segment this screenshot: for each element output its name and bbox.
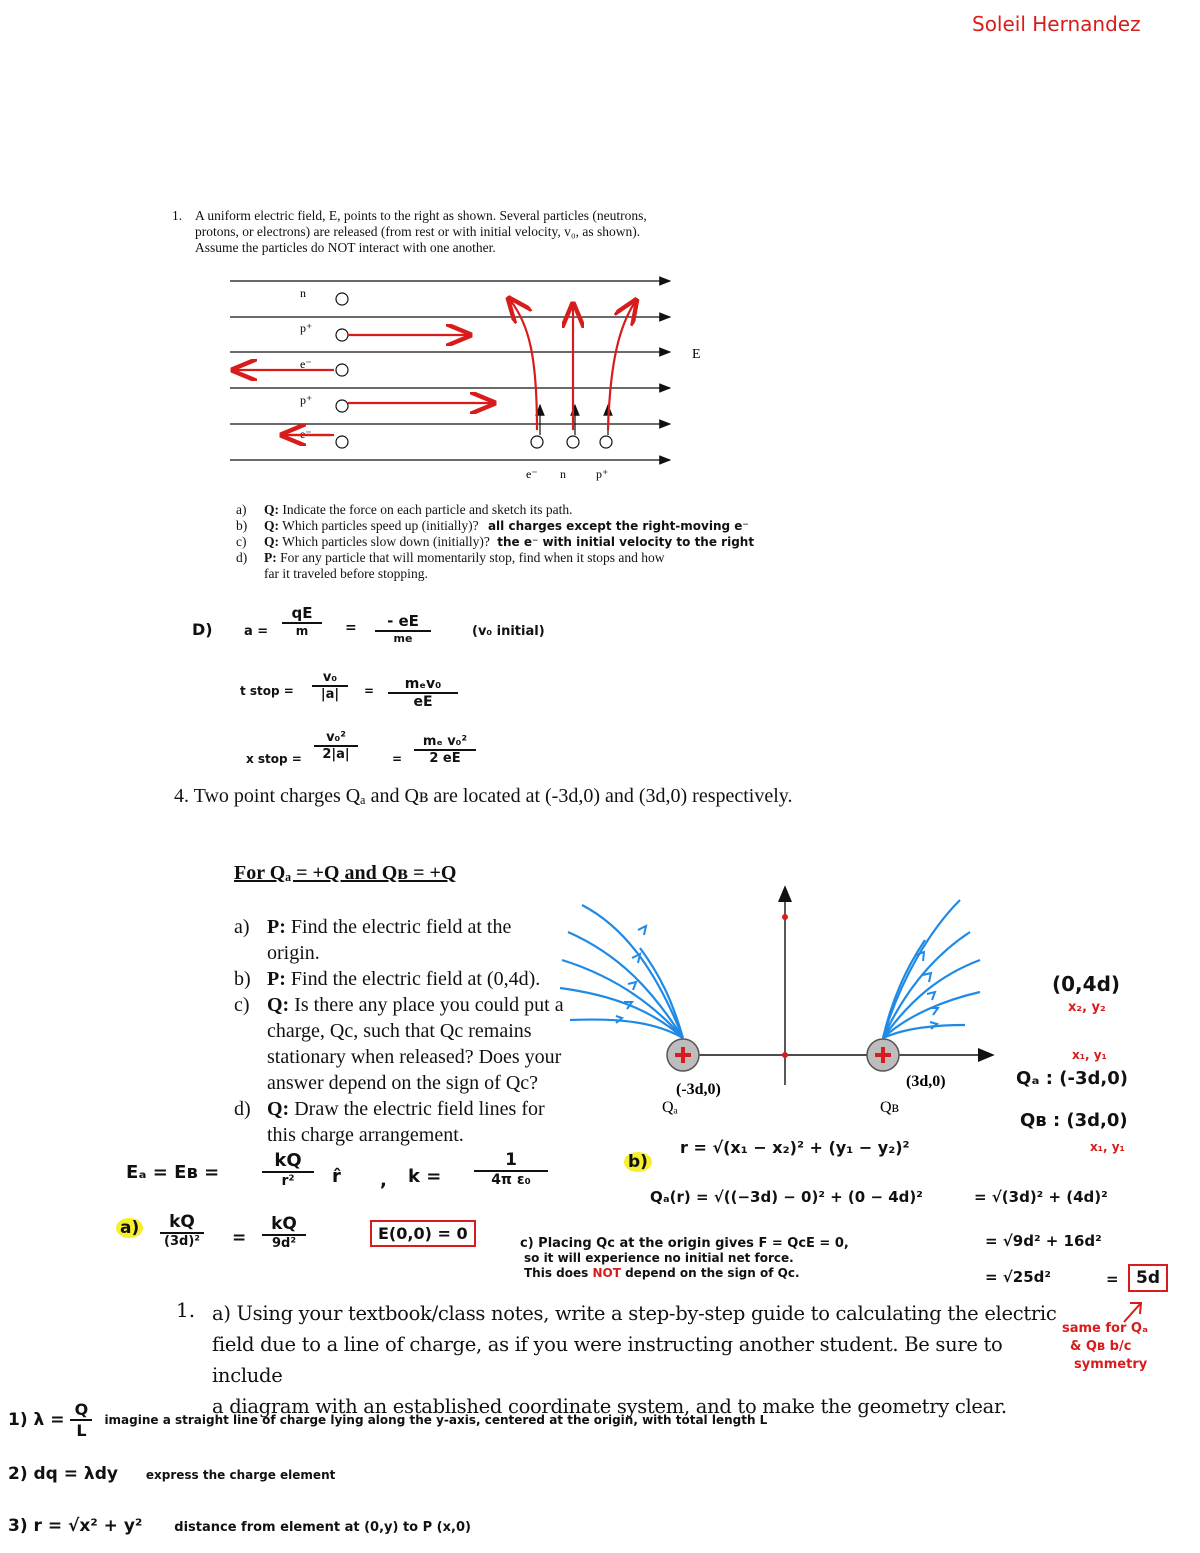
step-1-note: imagine a straight line of charge lying along the y-axis, centered at the origin, with total length L <box>104 1413 768 1427</box>
question-text: Find the electric field at the <box>290 916 512 938</box>
question-text-cont: charge, Qc, such that Qc remains <box>267 1020 532 1042</box>
part-c-pre: This does <box>524 1266 589 1280</box>
frac-den: me <box>393 632 413 645</box>
x-stop-lhs: x stop = <box>246 752 302 766</box>
question-text-cont: origin. <box>267 942 320 964</box>
frac-1-4pi-e0 <box>474 1150 548 1188</box>
qb-coordinate: Qв : (3d,0) <box>1020 1110 1128 1131</box>
step-2 <box>8 1464 335 1484</box>
ea-eb-lhs: Eₐ = Eв = <box>126 1162 220 1183</box>
comma: , <box>380 1170 387 1191</box>
question-text: Indicate the force on each particle and sketch its path. <box>282 502 573 517</box>
frac-den: (3d)² <box>164 1234 200 1249</box>
question-kind: P: <box>267 968 286 990</box>
frac-num: kQ <box>160 1212 204 1234</box>
question-label: b) <box>234 968 251 990</box>
line-problem-line: a diagram with an established coordinate system, and to make the geometry clear. <box>212 1395 1007 1418</box>
part-c-line2: so it will experience no initial net force. <box>524 1251 794 1265</box>
part-c-line1: c) Placing Qc at the origin gives F = QcE = 0, <box>520 1236 849 1251</box>
distance-step2: = √9d² + 16d² <box>985 1232 1102 1250</box>
answer-c: the e⁻ with initial velocity to the right <box>497 535 755 549</box>
step-1-eq: 1) λ = <box>8 1410 65 1430</box>
particle-e <box>336 436 348 448</box>
frac-den: m <box>295 624 309 638</box>
qa-coord: (-3d,0) <box>676 1081 721 1098</box>
problem1-questions <box>236 502 956 582</box>
step-2-eq: 2) dq = λdy <box>8 1464 118 1484</box>
origin-dot <box>782 1052 788 1058</box>
problem1-line1: A uniform electric field, E, points to the right as shown. Several particles (neutrons, <box>195 208 647 223</box>
field-arrowhead <box>628 982 636 990</box>
frac-num: - eE <box>375 612 431 632</box>
part-c-not: NOT <box>592 1266 621 1280</box>
qa-distance: Qₐ(r) = √((−3d) − 0)² + (0 − 4d)² <box>650 1188 923 1206</box>
particle-p <box>336 400 348 412</box>
frac-kq-r2 <box>262 1150 314 1189</box>
question-kind: Q: <box>267 994 290 1016</box>
work-d-a-lhs: a = <box>244 624 269 639</box>
bottom-label: e⁻ <box>526 467 538 481</box>
question-kind: P: <box>267 916 286 938</box>
line-problem-number: 1. <box>176 1298 196 1322</box>
work-d-label: D) <box>192 620 213 639</box>
frac-den: 9d² <box>271 1236 297 1251</box>
question-text-cont: answer depend on the sign of Qc? <box>267 1072 539 1094</box>
frac-mev0sq-2ee <box>414 734 476 766</box>
distance-step3: = √25d² <box>985 1268 1051 1286</box>
symmetry-note <box>1062 1320 1148 1374</box>
step-2-note: express the charge element <box>145 1468 336 1482</box>
frac-v0sq-2a <box>314 730 358 762</box>
row-label: e⁻ <box>300 427 312 441</box>
question-kind: Q: <box>264 534 279 549</box>
question-label: b) <box>236 518 248 533</box>
eq-sign: = <box>364 684 375 698</box>
qa-coordinate: Qₐ : (-3d,0) <box>1016 1068 1128 1089</box>
frac-num: qE <box>282 604 322 624</box>
part-a-label: a) <box>116 1218 143 1238</box>
distance-step1: = √(3d)² + (4d)² <box>974 1188 1108 1206</box>
line-problem-line: field due to a line of charge, as if you were instructing another student. Be sure to include <box>212 1333 1003 1387</box>
qb-coord: (3d,0) <box>906 1073 946 1090</box>
question-label: c) <box>236 534 247 549</box>
question-text-cont: stationary when released? Does your <box>267 1046 562 1068</box>
problem1-number: 1. <box>172 208 183 223</box>
field-line-qa <box>582 905 683 1038</box>
question-label: a) <box>234 916 250 938</box>
path-proton-curve <box>608 302 635 430</box>
particle-n <box>336 293 348 305</box>
frac-qe-m <box>282 604 322 638</box>
part-b-label: b) <box>624 1152 652 1172</box>
point-0-4d-dot <box>782 914 788 920</box>
frac-kq-3d2 <box>160 1212 204 1249</box>
question-text-cont: far it traveled before stopping. <box>264 566 428 581</box>
field-label: E <box>692 347 701 362</box>
frac-num: kQ <box>262 1150 314 1173</box>
bottom-label: p⁺ <box>596 467 609 481</box>
path-electron-curve <box>510 300 537 430</box>
question-label: d) <box>234 1098 251 1120</box>
question-label: d) <box>236 550 248 565</box>
field-arrowhead <box>927 992 935 1000</box>
distance-eq: = <box>1106 1270 1119 1288</box>
point-sub-x2y2: x₂, y₂ <box>1068 1000 1106 1015</box>
symmetry-line: symmetry <box>1074 1357 1148 1372</box>
question-text: For any particle that will momentarily stop, find when it stops and how <box>280 550 665 565</box>
answer-b: all charges except the right-moving e⁻ <box>487 519 749 533</box>
step-1 <box>8 1400 767 1440</box>
particle-e <box>336 364 348 376</box>
question-kind: Q: <box>267 1098 290 1120</box>
particle-p-bottom <box>600 436 612 448</box>
part-c-answer <box>520 1236 849 1281</box>
symmetry-arrow <box>1118 1298 1148 1324</box>
k-lhs: k = <box>408 1166 442 1187</box>
frac-den: L <box>76 1421 87 1440</box>
particle-e-bottom <box>531 436 543 448</box>
qb-sub-x1y1: x₁, y₁ <box>1090 1140 1125 1154</box>
distance-result: 5d <box>1128 1264 1168 1292</box>
question-text: Is there any place you could put a <box>294 994 564 1016</box>
eq-sign: = <box>232 1228 247 1248</box>
charge-qb <box>867 1039 899 1071</box>
step-3-note: distance from element at (0,y) to P (x,0) <box>174 1520 471 1535</box>
frac-num: mₑ v₀² <box>414 734 476 751</box>
question-d <box>236 550 956 582</box>
question-text: Which particles speed up (initially)? <box>282 518 479 533</box>
frac-num: Q <box>70 1400 92 1421</box>
problem1-line2: protons, or electrons) are released (from rest or with initial velocity, v₀, as shown). <box>195 224 641 239</box>
particle-n-bottom <box>567 436 579 448</box>
t-stop-lhs: t stop = <box>240 684 294 698</box>
frac-mev0-ee <box>388 676 458 710</box>
frac-num: 1 <box>474 1150 548 1172</box>
question-kind: P: <box>264 550 277 565</box>
field-arrowhead <box>930 1008 938 1015</box>
part-c-line3 <box>520 1266 849 1281</box>
step-3 <box>8 1516 471 1536</box>
row-label: n <box>300 286 306 300</box>
frac-minus-ee-me <box>375 612 431 645</box>
field-arrowhead <box>923 973 931 982</box>
question-text: Draw the electric field lines for <box>294 1098 545 1120</box>
question-c <box>236 534 956 550</box>
field-arrowhead <box>632 954 640 963</box>
problem1-line3: Assume the particles do NOT interact with one another. <box>195 240 496 255</box>
frac-num: mₑv₀ <box>388 676 458 694</box>
question-a <box>236 502 956 518</box>
uniform-field-diagram <box>220 270 720 485</box>
field-line-qa <box>570 1020 683 1038</box>
frac-den: eE <box>413 694 433 710</box>
question-kind: Q: <box>264 502 279 517</box>
frac-q-l <box>70 1400 92 1440</box>
qa-label: Qₐ <box>662 1099 678 1116</box>
question-label: a) <box>236 502 247 517</box>
qb-label: Qв <box>880 1099 900 1116</box>
eq-sign: = <box>392 752 403 766</box>
author-name: Soleil Hernandez <box>972 12 1141 36</box>
frac-den: r² <box>281 1173 295 1189</box>
question-b <box>236 518 956 534</box>
point-0-4d: (0,4d) <box>1052 972 1121 996</box>
row-label: p⁺ <box>300 393 313 407</box>
step-3-eq: 3) r = √x² + y² <box>8 1516 143 1536</box>
distance-formula: r = √(x₁ − x₂)² + (y₁ − y₂)² <box>680 1138 910 1157</box>
row-label: p⁺ <box>300 321 313 335</box>
frac-num: v₀ <box>312 670 348 687</box>
particle-p <box>336 329 348 341</box>
qa-sub-x1y1: x₁, y₁ <box>1072 1048 1107 1062</box>
question-text-cont: this charge arrangement. <box>267 1124 464 1146</box>
line-problem-line: a) Using your textbook/class notes, write a step-by-step guide to calculating the electric <box>212 1302 1057 1325</box>
eq-sign: = <box>345 620 357 636</box>
frac-v0-a <box>312 670 348 702</box>
two-charges-diagram <box>540 860 1000 1120</box>
frac-num: kQ <box>262 1214 306 1236</box>
part-c-post: depend on the sign of Qc. <box>625 1266 800 1280</box>
problem4-subheading: For Qₐ = +Q and Qв = +Q <box>234 862 457 884</box>
problem4-heading: 4. Two point charges Qₐ and Qв are located at (-3d,0) and (3d,0) respectively. <box>174 785 793 807</box>
frac-den: 2 eE <box>429 751 461 766</box>
frac-den: 4π ε₀ <box>491 1172 531 1188</box>
bottom-label: n <box>560 467 566 481</box>
frac-den: |a| <box>320 687 340 702</box>
frac-num: v₀² <box>314 730 358 747</box>
frac-den: 2|a| <box>322 747 350 762</box>
field-arrowhead <box>638 926 646 935</box>
question-text: Find the electric field at (0,4d). <box>290 968 541 990</box>
symmetry-line: same for Qₐ <box>1062 1321 1148 1336</box>
problem1-text <box>195 208 647 256</box>
r-hat: r̂ <box>332 1166 341 1187</box>
row-label: e⁻ <box>300 357 312 371</box>
v0-initial-note: (v₀ initial) <box>472 624 545 639</box>
field-at-origin-result: E(0,0) = 0 <box>370 1220 476 1247</box>
symmetry-line: & Qв b/c <box>1070 1339 1132 1354</box>
question-text: Which particles slow down (initially)? <box>282 534 490 549</box>
frac-kq-9d2 <box>262 1214 306 1251</box>
charge-qa <box>667 1039 699 1071</box>
question-label: c) <box>234 994 250 1016</box>
question-kind: Q: <box>264 518 279 533</box>
